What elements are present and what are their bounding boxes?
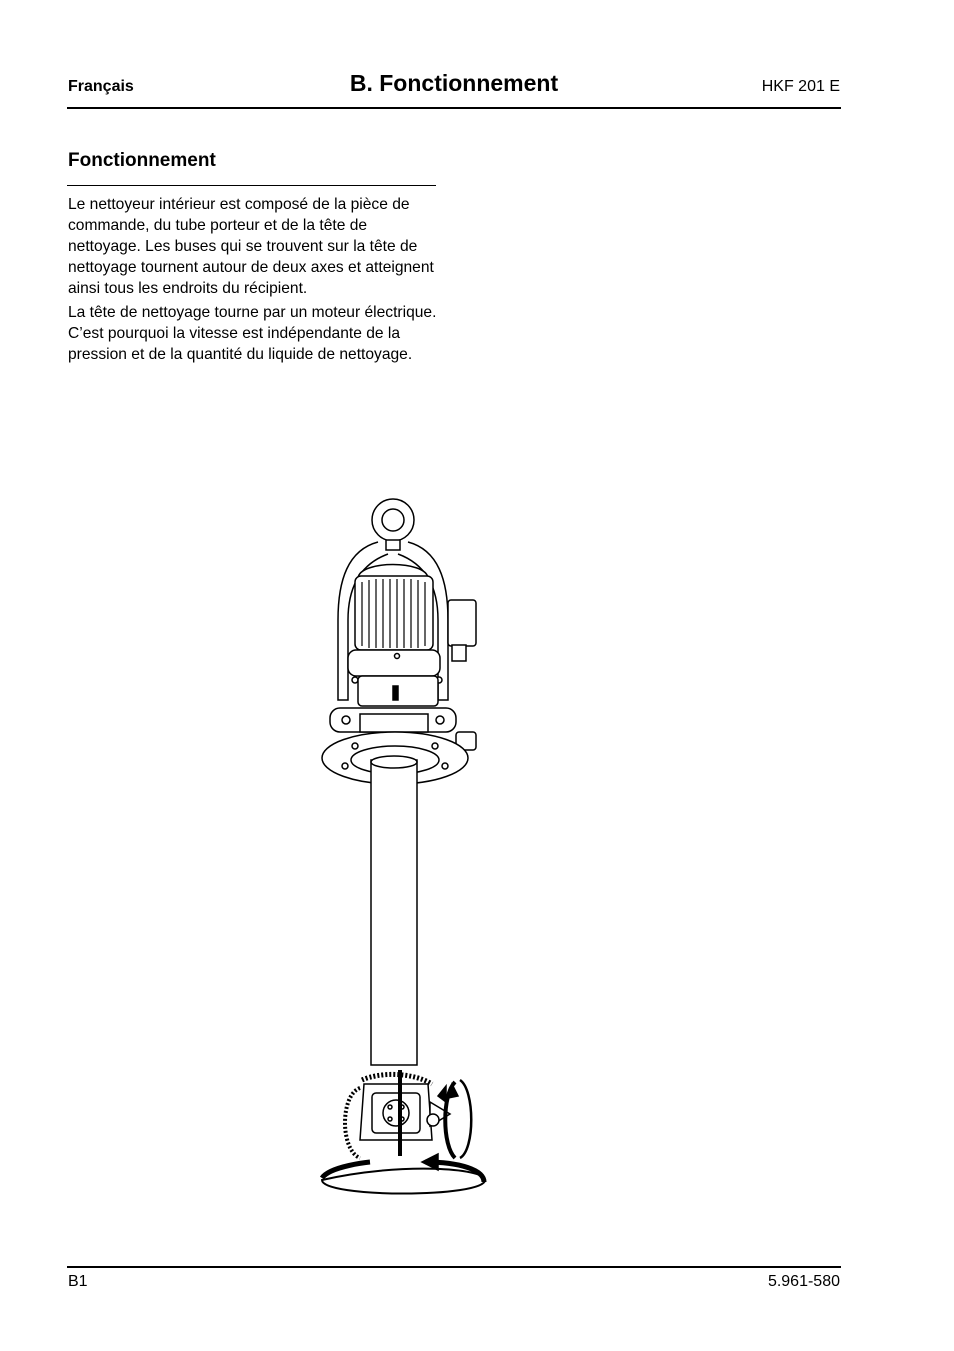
footer-document-code: 5.961-580 bbox=[767, 1273, 840, 1290]
page-title: B. Fonctionnement bbox=[349, 70, 559, 96]
tank-cleaner-illustration bbox=[300, 490, 600, 1210]
section-heading: Fonctionnement bbox=[68, 150, 216, 171]
section-rule bbox=[67, 185, 436, 186]
paragraph-1: Le nettoyeur intérieur est composé de la pièce de commande, du tube porteur et de la tête de nettoyage. Les buses qui se trouvent sur la tête de nettoyage tournent autour de deux axes et atteignent ainsi tous les endroits du récipient. bbox=[68, 196, 434, 297]
header-model: HKF 201 E bbox=[761, 78, 840, 95]
footer-page-number: B1 bbox=[68, 1273, 88, 1290]
header-rule bbox=[67, 107, 841, 109]
paragraph-2: La tête de nettoyage tourne par un moteur électrique. C’est pourquoi la vitesse est indépendante de la pression et de la quantité du liquide de nettoyage. bbox=[68, 304, 437, 363]
section-body bbox=[68, 194, 440, 368]
footer-rule bbox=[67, 1266, 841, 1268]
header-language: Français bbox=[68, 78, 134, 95]
